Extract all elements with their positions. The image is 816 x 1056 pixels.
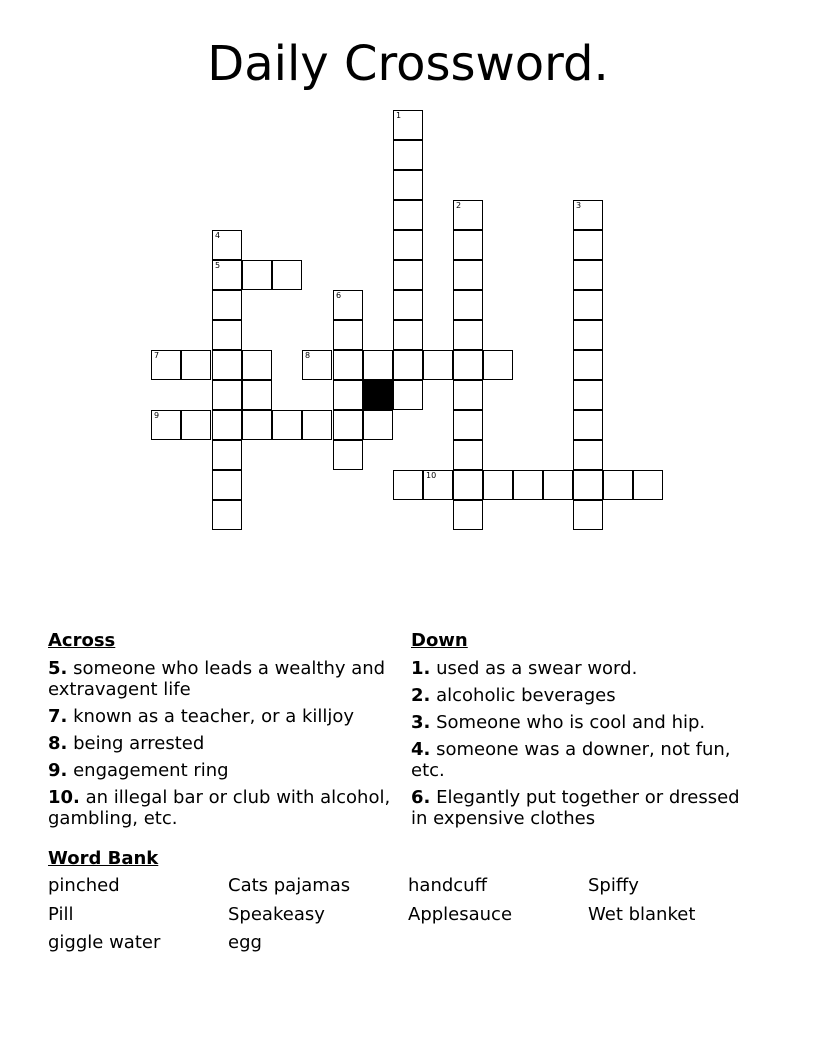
word-bank-heading: Word Bank bbox=[48, 848, 159, 869]
crossword-cell[interactable] bbox=[151, 410, 181, 440]
crossword-cell[interactable] bbox=[453, 500, 483, 530]
crossword-cell[interactable] bbox=[573, 290, 603, 320]
crossword-cell[interactable] bbox=[242, 260, 272, 290]
crossword-cell[interactable] bbox=[212, 380, 242, 410]
crossword-cell[interactable] bbox=[633, 470, 663, 500]
crossword-cell[interactable] bbox=[242, 380, 272, 410]
clue-number: 1 bbox=[396, 111, 402, 120]
clue-number: 3 bbox=[576, 201, 582, 210]
word-bank-item: Spiffy bbox=[588, 875, 639, 896]
crossword-cell[interactable] bbox=[453, 260, 483, 290]
crossword-cell[interactable] bbox=[212, 320, 242, 350]
down-clue: 6. Elegantly put together or dressed in expensive clothes bbox=[411, 787, 740, 829]
down-clue: 4. someone was a downer, not fun, etc. bbox=[411, 739, 731, 781]
down-clues bbox=[411, 630, 751, 835]
crossword-cell[interactable] bbox=[573, 440, 603, 470]
crossword-cell[interactable] bbox=[242, 350, 272, 380]
word-bank-item: pinched bbox=[48, 875, 120, 896]
across-clue: 5. someone who leads a wealthy and extravagent life bbox=[48, 658, 386, 700]
crossword-cell[interactable] bbox=[333, 440, 363, 470]
word-bank-item: Wet blanket bbox=[588, 904, 696, 925]
crossword-cell[interactable] bbox=[573, 470, 603, 500]
page-title: Daily Crossword. bbox=[207, 36, 609, 92]
crossword-cell[interactable] bbox=[453, 290, 483, 320]
word-bank-item: Cats pajamas bbox=[228, 875, 351, 896]
clue-number: 9 bbox=[154, 411, 160, 420]
clue-number: 5 bbox=[215, 261, 221, 270]
crossword-cell[interactable] bbox=[212, 500, 242, 530]
crossword-cell[interactable] bbox=[453, 410, 483, 440]
crossword-cell[interactable] bbox=[483, 470, 513, 500]
crossword-cell[interactable] bbox=[543, 470, 573, 500]
crossword-cell[interactable] bbox=[513, 470, 543, 500]
across-clue: 8. being arrested bbox=[48, 733, 205, 754]
word-bank-item: Applesauce bbox=[408, 904, 513, 925]
word-bank-item: Pill bbox=[48, 904, 74, 925]
crossword-cell[interactable] bbox=[573, 500, 603, 530]
crossword-cell[interactable] bbox=[212, 260, 242, 290]
crossword-cell[interactable] bbox=[393, 260, 423, 290]
crossword-cell[interactable] bbox=[423, 470, 453, 500]
crossword-cell[interactable] bbox=[333, 380, 363, 410]
crossword-cell[interactable] bbox=[453, 350, 483, 380]
crossword-cell[interactable] bbox=[573, 410, 603, 440]
crossword-cell[interactable] bbox=[272, 260, 302, 290]
crossword-cell[interactable] bbox=[333, 320, 363, 350]
crossword-cell[interactable] bbox=[151, 350, 181, 380]
clue-number: 8 bbox=[305, 351, 311, 360]
crossword-cell[interactable] bbox=[212, 440, 242, 470]
crossword-cell[interactable] bbox=[393, 230, 423, 260]
down-heading: Down bbox=[411, 630, 468, 651]
across-clue: 10. an illegal bar or club with alcohol, gambling, etc. bbox=[48, 787, 391, 829]
crossword-cell[interactable] bbox=[393, 320, 423, 350]
crossword-cell[interactable] bbox=[393, 110, 423, 140]
down-clue: 2. alcoholic beverages bbox=[411, 685, 616, 706]
crossword-cell[interactable] bbox=[212, 470, 242, 500]
crossword-cell[interactable] bbox=[212, 230, 242, 260]
crossword-cell[interactable] bbox=[212, 350, 242, 380]
crossword-cell[interactable] bbox=[453, 320, 483, 350]
across-clue: 9. engagement ring bbox=[48, 760, 229, 781]
down-clue: 1. used as a swear word. bbox=[411, 658, 638, 679]
crossword-cell[interactable] bbox=[333, 410, 363, 440]
crossword-cell[interactable] bbox=[453, 200, 483, 230]
clue-number: 2 bbox=[456, 201, 462, 210]
word-bank-item: giggle water bbox=[48, 932, 161, 953]
crossword-cell[interactable] bbox=[181, 350, 211, 380]
across-heading: Across bbox=[48, 630, 116, 651]
crossword-cell[interactable] bbox=[573, 230, 603, 260]
clue-number: 4 bbox=[215, 231, 221, 240]
crossword-cell[interactable] bbox=[333, 350, 363, 380]
crossword-cell[interactable] bbox=[363, 410, 393, 440]
word-bank-item: handcuff bbox=[408, 875, 487, 896]
crossword-cell[interactable] bbox=[453, 470, 483, 500]
crossword-cell[interactable] bbox=[212, 410, 242, 440]
clue-number: 6 bbox=[336, 291, 342, 300]
crossword-cell[interactable] bbox=[453, 230, 483, 260]
word-bank-item: Speakeasy bbox=[228, 904, 325, 925]
crossword-cell[interactable] bbox=[393, 140, 423, 170]
crossword-cell[interactable] bbox=[302, 350, 332, 380]
crossword-cell[interactable] bbox=[393, 380, 423, 410]
crossword-cell[interactable] bbox=[302, 410, 332, 440]
crossword-cell[interactable] bbox=[242, 410, 272, 440]
crossword-cell[interactable] bbox=[393, 470, 423, 500]
crossword-cell[interactable] bbox=[333, 290, 363, 320]
crossword-cell[interactable] bbox=[181, 410, 211, 440]
crossword-cell[interactable] bbox=[573, 320, 603, 350]
crossword-cell[interactable] bbox=[393, 170, 423, 200]
across-clue: 7. known as a teacher, or a killjoy bbox=[48, 706, 355, 727]
crossword-cell[interactable] bbox=[483, 350, 513, 380]
crossword-cell[interactable] bbox=[393, 200, 423, 230]
crossword-cell[interactable] bbox=[212, 290, 242, 320]
crossword-cell[interactable] bbox=[573, 380, 603, 410]
crossword-cell[interactable] bbox=[573, 200, 603, 230]
across-clues bbox=[48, 630, 398, 835]
crossword-cell[interactable] bbox=[573, 260, 603, 290]
down-clue: 3. Someone who is cool and hip. bbox=[411, 712, 706, 733]
crossword-cell[interactable] bbox=[453, 440, 483, 470]
clue-number: 7 bbox=[154, 351, 160, 360]
clue-number: 10 bbox=[426, 471, 437, 480]
crossword-block bbox=[363, 380, 393, 410]
crossword-cell[interactable] bbox=[453, 380, 483, 410]
crossword-cell[interactable] bbox=[393, 290, 423, 320]
crossword-cell[interactable] bbox=[272, 410, 302, 440]
crossword-cell[interactable] bbox=[423, 350, 453, 380]
crossword-cell[interactable] bbox=[603, 470, 633, 500]
crossword-cell[interactable] bbox=[573, 350, 603, 380]
crossword-cell[interactable] bbox=[393, 350, 423, 380]
crossword-cell[interactable] bbox=[363, 350, 393, 380]
word-bank-item: egg bbox=[228, 932, 262, 953]
